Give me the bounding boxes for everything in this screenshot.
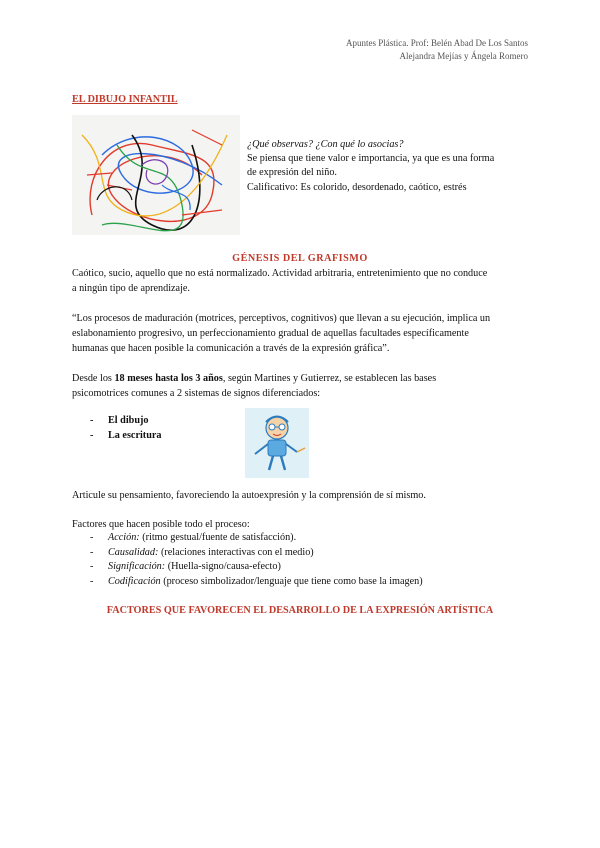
genesis-para-line-1: Caótico, sucio, aquello que no está normalizado. Actividad arbitraria, entretenimiento que no conduce xyxy=(72,268,488,279)
sign-systems-list xyxy=(90,414,161,443)
child-drawing-image xyxy=(72,115,240,235)
factor-term: Causalidad: xyxy=(108,546,159,558)
quote-line-1: “Los procesos de maduración (motrices, perceptivos, cognitivos) que llevan a su ejecución, implica un xyxy=(72,313,491,324)
cartoon-child-image xyxy=(245,408,309,478)
factor-term: Acción: xyxy=(108,532,140,543)
section-title-dibujo-infantil: EL DIBUJO INFANTIL xyxy=(72,94,178,105)
factors-intro: Factores que hacen posible todo el proceso: xyxy=(72,519,250,530)
drawing-question: ¿Qué observas? ¿Con qué lo asocias? xyxy=(247,139,404,150)
drawing-description-line-1: Se piensa que tiene valor e importancia, ya que es una forma xyxy=(247,153,495,164)
genesis-para-line-2: a ningún tipo de aprendizaje. xyxy=(72,283,190,294)
drawing-qualifier: Calificativo: Es colorido, desordenado, caótico, estrés xyxy=(247,182,467,193)
scribble-drawing xyxy=(72,115,240,235)
list-item xyxy=(90,546,423,561)
factors-list xyxy=(90,531,423,589)
ages-line-2: psicomotrices comunes a 2 sistemas de signos diferenciados: xyxy=(72,388,321,399)
section-title-factores: FACTORES QUE FAVORECEN EL DESARROLLO DE LA EXPRESIÓN ARTÍSTICA xyxy=(106,605,494,616)
ages-bold-text: 18 meses hasta los 3 años xyxy=(114,373,223,384)
factor-desc: (ritmo gestual/fuente de satisfacción). xyxy=(139,532,297,543)
cartoon-child-figure xyxy=(245,408,309,478)
quote-line-2: eslabonamiento progresivo, un perfeccionamiento gradual de aquellas facultades específicamente xyxy=(72,328,469,339)
header-line-1: Apuntes Plástica. Prof: Belén Abad De Los Santos xyxy=(346,38,528,48)
list-item xyxy=(90,575,423,590)
factor-desc: (relaciones interactivas con el medio) xyxy=(158,546,314,558)
ages-pre-text: Desde los xyxy=(72,373,115,384)
factor-desc: (proceso simbolizador/lenguaje que tiene como base la imagen) xyxy=(160,575,423,587)
articulate-sentence: Articule su pensamiento, favoreciendo la autoexpresión y la comprensión de sí mismo. xyxy=(72,490,426,501)
header-line-2: Alejandra Mejías y Ángela Romero xyxy=(399,51,528,61)
list-item: - La escritura xyxy=(90,429,161,444)
factor-term: Significación: xyxy=(108,561,166,573)
quote-line-3: humanas que hacen posible la comunicación a través de la expresión gráfica”. xyxy=(72,343,390,354)
factor-desc: (Huella-signo/causa-efecto) xyxy=(165,561,281,573)
ages-line-1 xyxy=(72,371,436,386)
list-item xyxy=(90,560,423,575)
list-item xyxy=(90,531,423,546)
ages-post-text: , según Martines y Gutierrez, se establecen las bases xyxy=(222,373,437,384)
list-item: - El dibujo xyxy=(90,414,161,429)
section-title-genesis-grafismo: GÉNESIS DEL GRAFISMO xyxy=(232,253,368,264)
drawing-description-line-2: de expresión del niño. xyxy=(247,167,337,178)
factor-term: Codificación xyxy=(108,575,161,587)
